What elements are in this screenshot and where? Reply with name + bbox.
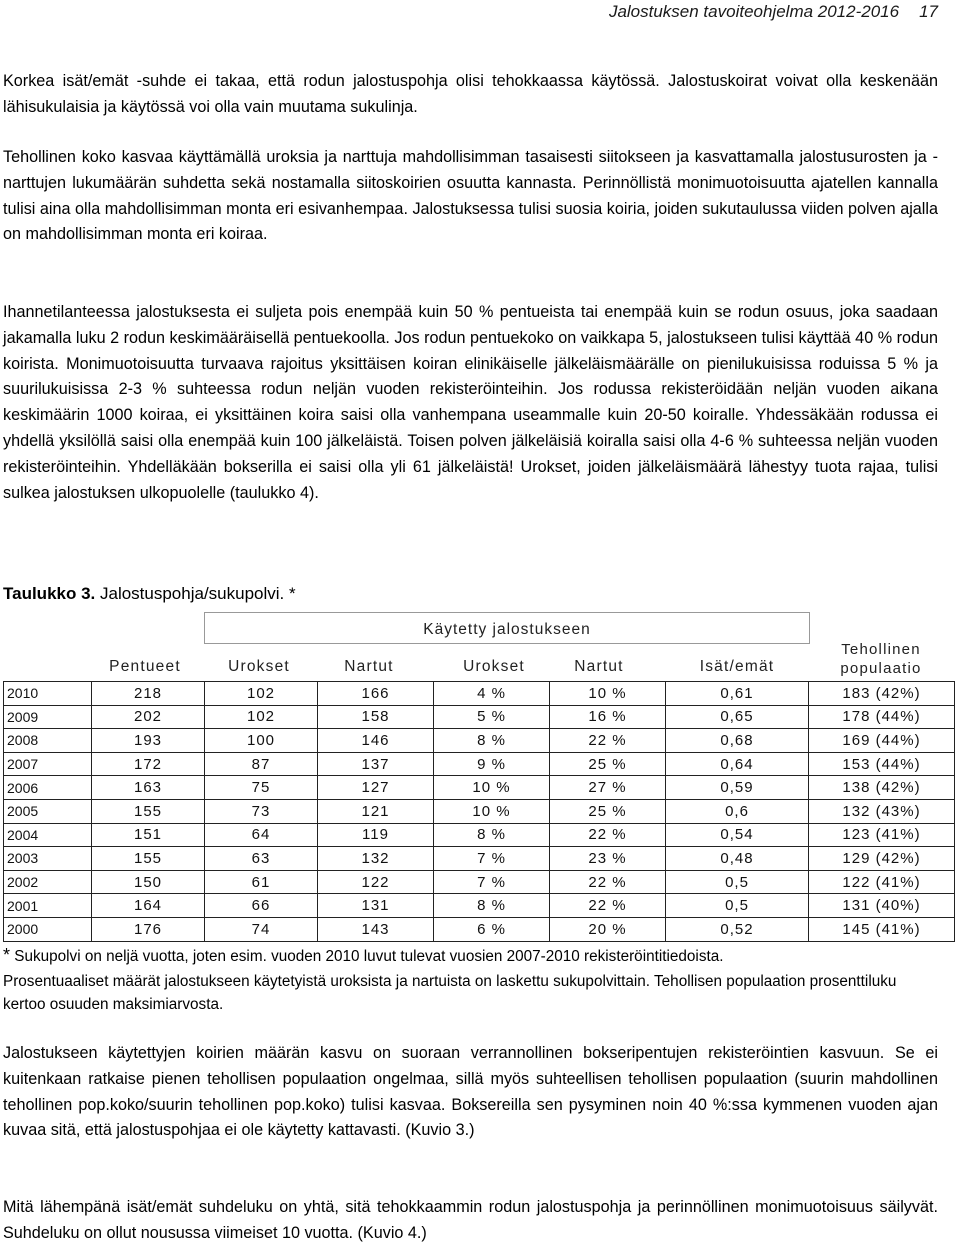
table-cell: 74 [205,917,318,941]
table-cell: 0,64 [666,752,809,776]
table-cell: 169 (44%) [809,729,955,753]
table-footnote-1 [3,944,938,968]
table-cell-year: 2005 [4,799,92,823]
header-nartut: Nartut [344,658,394,675]
table-cell: 0,59 [666,776,809,800]
table-cell: 0,52 [666,917,809,941]
table-cell-year: 2008 [4,729,92,753]
table-cell: 153 (44%) [809,752,955,776]
table-footnote-2: Prosentuaaliset määrät jalostukseen käytetyistä uroksista ja nartuista on laskettu sukupolvittain. Tehollisen populaation prosenttiluku kertoo osuuden maksimiarvosta. [3,973,897,1013]
table-cell-year: 2000 [4,917,92,941]
table-cell: 75 [205,776,318,800]
table-cell: 8 % [434,823,550,847]
table-cell: 0,65 [666,705,809,729]
group-header-box [204,612,810,644]
table-row [4,847,955,871]
header-nartut-pct: Nartut [574,658,624,675]
table-cell: 158 [318,705,434,729]
table-cell: 145 (41%) [809,917,955,941]
table-cell: 20 % [550,917,666,941]
table-cell: 7 % [434,847,550,871]
table-cell: 0,68 [666,729,809,753]
table-cell: 218 [92,682,205,706]
table-cell: 0,54 [666,823,809,847]
table-cell: 122 (41%) [809,870,955,894]
table-cell: 166 [318,682,434,706]
header-urokset: Urokset [228,658,290,675]
table-cell-year: 2007 [4,752,92,776]
table-cell: 63 [205,847,318,871]
table-cell: 172 [92,752,205,776]
table-cell: 146 [318,729,434,753]
table-cell: 64 [205,823,318,847]
table-cell: 123 (41%) [809,823,955,847]
table-cell: 4 % [434,682,550,706]
table-cell: 10 % [434,799,550,823]
table-cell: 16 % [550,705,666,729]
table-row [4,799,955,823]
table-cell: 7 % [434,870,550,894]
table-cell: 10 % [434,776,550,800]
table-cell: 0,5 [666,894,809,918]
table-row [4,894,955,918]
table-cell: 176 [92,917,205,941]
paragraph-3: Ihannetilanteessa jalostuksesta ei suljeta pois enempää kuin 50 % pentueista tai enempää kuin se rodun osuus, joka saadaan jakamalla luku 2 rodun keskimääräisellä pentuekoolla. Jos rodun pentuekoko on vaikkapa 5, jalostukseen tulisi käyttää 40 % rodun koirista. Monimuotoisuutta turvaava rajoitus yksittäisen koiran elinikäiselle jälkeläismäärälle on pienilukuisissa roduissa 5 % ja suurilukuisissa 2-3 % suhteessa rodun neljän vuoden rekisteröinteihin. Jos rodussa rekisteröidään neljän vuoden aikana keskimäärin 1000 koiraa, ei yksittäinen koira saisi olla vanhempana useammalle kuin 20-50 koiralle. Yhdessäkään rodussa ei yhdellä yksilöllä saisi olla enempää kuin 100 jälkeläistä. Toisen polven jälkeläisiä koiralla saisi olla 4-6 % suhteessa neljän vuoden rekisteröinteihin. Yhdelläkään bokserilla ei saisi olla yli 61 jälkeläistä! Urokset, joiden jälkeläismäärä lähestyy tuota rajaa, tulisi sulkea jalostuksen ulkopuolelle (taulukko 4). [3,303,938,502]
table-cell-year: 2004 [4,823,92,847]
group-header-label: Käytetty jalostukseen [423,621,591,638]
table-cell: 132 (43%) [809,799,955,823]
page-number: 17 [919,2,938,21]
table-row [4,823,955,847]
table-cell: 202 [92,705,205,729]
footnote-star: * [3,945,11,965]
table-cell: 100 [205,729,318,753]
table-cell: 25 % [550,752,666,776]
header-urokset-pct: Urokset [463,658,525,675]
table-cell: 163 [92,776,205,800]
table-cell: 155 [92,847,205,871]
header-tehollinen: Tehollinen [841,641,921,658]
header-pentueet: Pentueet [109,658,181,675]
paragraph-1: Korkea isät/emät -suhde ei takaa, että rodun jalostuspohja olisi tehokkaassa käytössä. Jalostuskoirat voivat olla keskenään lähisukulaisia ja käytössä voi olla vain muutama sukulinja. [3,72,938,116]
document-title: Jalostuksen tavoiteohjelma 2012-2016 [608,2,900,21]
table-row [4,682,955,706]
table-cell: 0,48 [666,847,809,871]
table-cell: 27 % [550,776,666,800]
table-cell: 23 % [550,847,666,871]
table-cell: 73 [205,799,318,823]
table-cell-year: 2009 [4,705,92,729]
table-row [4,776,955,800]
table-cell: 164 [92,894,205,918]
table-cell: 150 [92,870,205,894]
table-caption-text: Jalostuspohja/sukupolvi. * [95,584,296,603]
table-cell: 8 % [434,729,550,753]
table-cell: 5 % [434,705,550,729]
table-cell: 132 [318,847,434,871]
table-caption-number: Taulukko 3. [3,584,96,603]
header-tehollinen-populaatio [808,640,954,678]
table-cell: 122 [318,870,434,894]
table-cell: 131 (40%) [809,894,955,918]
table-row [4,729,955,753]
table-cell: 66 [205,894,318,918]
table-cell: 22 % [550,894,666,918]
table-cell: 25 % [550,799,666,823]
page-header [609,2,938,22]
table-cell: 8 % [434,894,550,918]
table-row [4,705,955,729]
table-cell: 155 [92,799,205,823]
table-row [4,752,955,776]
table-cell-year: 2002 [4,870,92,894]
table-cell: 119 [318,823,434,847]
table-cell: 0,61 [666,682,809,706]
table-cell: 183 (42%) [809,682,955,706]
header-isat-emat: Isät/emät [699,658,775,675]
table-cell: 22 % [550,729,666,753]
table-cell: 0,6 [666,799,809,823]
table-cell-year: 2010 [4,682,92,706]
paragraph-4: Jalostukseen käytettyjen koirien määrän kasvu on suoraan verrannollinen bokseripentujen rekisteröintien kasvuun. Se ei kuitenkaan ratkaise pienen tehollisen populaation ongelmaa, sillä myös suhteellisen tehollisen populaation (suurin mahdollinen tehollinen pop.koko/suurin tehollinen pop.koko) tulisi kasvaa. Boksereilla sen pysyminen noin 40 %:ssa kymmenen vuoden ajan kuvaa sitä, että jalostuspohjaa ei ole käytetty kattavasti. (Kuvio 3.) [3,1044,938,1140]
table-cell-year: 2001 [4,894,92,918]
table-cell: 22 % [550,870,666,894]
table-cell: 0,5 [666,870,809,894]
table-row [4,870,955,894]
table-row [4,917,955,941]
table-cell: 22 % [550,823,666,847]
table-cell: 121 [318,799,434,823]
table-cell-year: 2003 [4,847,92,871]
header-populaatio: populaatio [840,660,922,677]
table-cell: 9 % [434,752,550,776]
table-cell: 127 [318,776,434,800]
table-caption [3,584,296,604]
data-table [3,681,955,942]
table-cell: 178 (44%) [809,705,955,729]
paragraph-2: Tehollinen koko kasvaa käyttämällä uroksia ja narttuja mahdollisimman tasaisesti siitokseen ja kasvattamalla jalostusurosten ja -narttujen lukumäärän suhdetta sekä nostamalla siitoskoirien osuutta kannasta. Perinnöllistä monimuotoisuutta ajatellen kannalla tulisi aina olla mahdollisimman monta eri esivanhempaa. Jalostuksessa tulisi suosia koiria, joiden sukutaulussa viiden polven ajalla on mahdollisimman monta eri koiraa. [3,148,938,244]
table-cell: 6 % [434,917,550,941]
table-cell: 138 (42%) [809,776,955,800]
table-cell: 193 [92,729,205,753]
table-cell: 151 [92,823,205,847]
table-cell: 61 [205,870,318,894]
footnote-1-text: Sukupolvi on neljä vuotta, joten esim. vuoden 2010 luvut tulevat vuosien 2007-2010 rekisteröintitiedoista. [10,948,724,965]
table-cell: 137 [318,752,434,776]
table-cell-year: 2006 [4,776,92,800]
table-cell: 131 [318,894,434,918]
table-cell: 102 [205,682,318,706]
table-cell: 143 [318,917,434,941]
table-cell: 10 % [550,682,666,706]
table-cell: 87 [205,752,318,776]
table-cell: 102 [205,705,318,729]
paragraph-5: Mitä lähempänä isät/emät suhdeluku on yhtä, sitä tehokkaammin rodun jalostuspohja ja perinnöllinen monimuotoisuus säilyvät. Suhdeluku on ollut nousussa viimeiset 10 vuotta. (Kuvio 4.) [3,1198,938,1242]
table-cell: 129 (42%) [809,847,955,871]
